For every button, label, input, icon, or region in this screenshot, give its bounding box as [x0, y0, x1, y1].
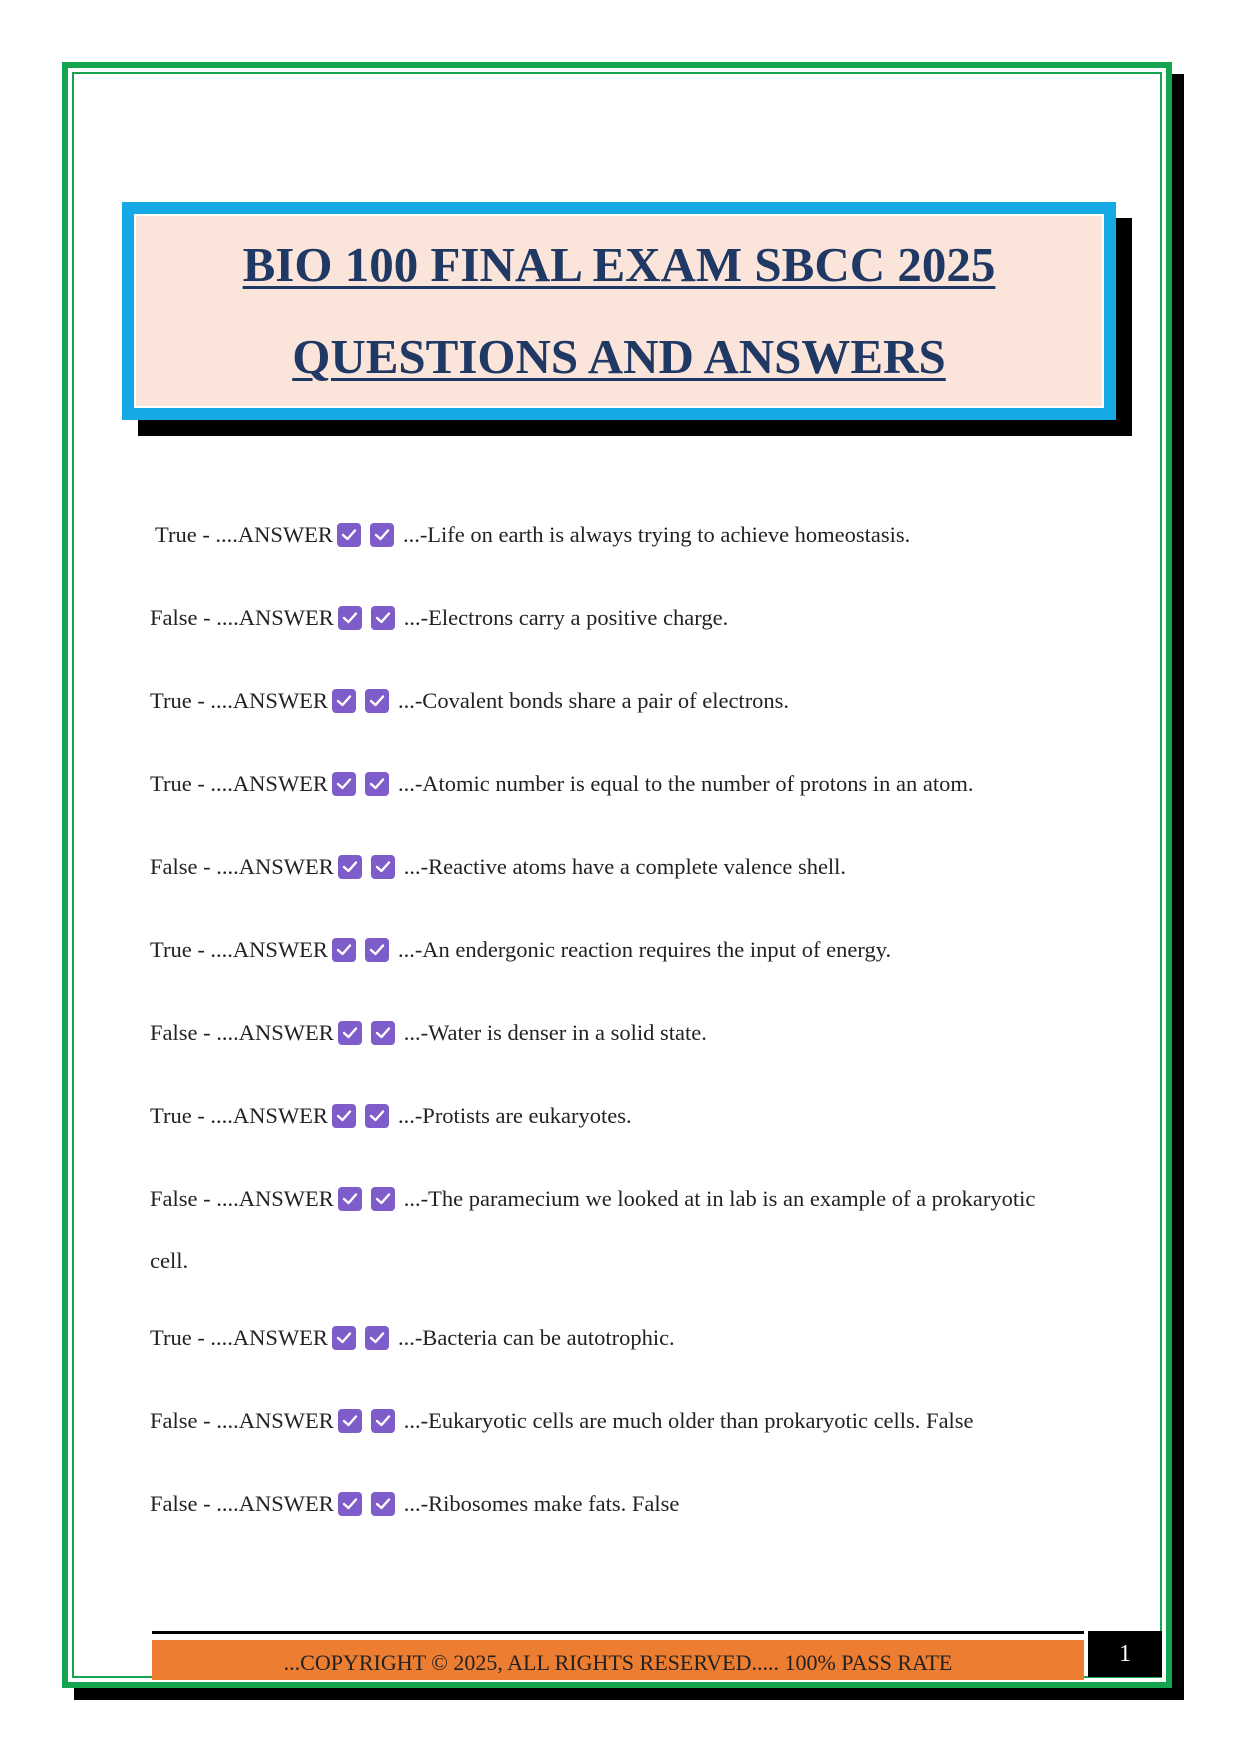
check-icon	[370, 523, 394, 547]
page-title-line-2: QUESTIONS AND ANSWERS	[292, 329, 946, 384]
title-inner	[134, 214, 1104, 408]
qa-item-9	[150, 1186, 1035, 1212]
answer-marker: - ....ANSWER	[196, 522, 333, 547]
qa-item-5	[150, 854, 846, 880]
question-statement: ...-The paramecium we looked at in lab is an example of a prokaryotic	[403, 1186, 1036, 1211]
answer-marker: - ....ANSWER	[191, 771, 328, 796]
check-icon	[332, 1104, 356, 1128]
check-icon	[371, 1021, 395, 1045]
answer-marker: - ....ANSWER	[191, 937, 328, 962]
question-statement: ...-Reactive atoms have a complete valence shell.	[403, 854, 847, 879]
answer-label: False	[150, 1186, 198, 1211]
answer-label: True	[150, 771, 192, 796]
question-statement: ...-Electrons carry a positive charge.	[403, 605, 729, 630]
answer-label: False	[150, 1408, 198, 1433]
qa-item-12	[150, 1491, 679, 1517]
check-icon	[338, 1187, 362, 1211]
question-statement: ...-Protists are eukaryotes.	[397, 1103, 632, 1128]
check-icon	[338, 855, 362, 879]
question-statement: ...-Life on earth is always trying to achieve homeostasis.	[402, 522, 911, 547]
question-statement: ...-Covalent bonds share a pair of electrons.	[397, 688, 790, 713]
question-statement: ...-Ribosomes make fats. False	[403, 1491, 680, 1516]
answer-marker: - ....ANSWER	[197, 1020, 334, 1045]
answer-label: True	[150, 937, 192, 962]
check-icon	[337, 523, 361, 547]
check-icon	[338, 1492, 362, 1516]
check-icon	[371, 1492, 395, 1516]
check-icon	[365, 689, 389, 713]
answer-label: True	[150, 1103, 192, 1128]
check-icon	[371, 606, 395, 630]
qa-item-11	[150, 1408, 974, 1434]
check-icon	[338, 1409, 362, 1433]
answer-marker: - ....ANSWER	[197, 1408, 334, 1433]
check-icon	[371, 1187, 395, 1211]
question-statement: ...-Water is denser in a solid state.	[403, 1020, 707, 1045]
qa-item-4	[150, 771, 973, 797]
answer-marker: - ....ANSWER	[197, 1491, 334, 1516]
answer-marker: - ....ANSWER	[191, 1325, 328, 1350]
check-icon	[338, 1021, 362, 1045]
answer-marker: - ....ANSWER	[191, 688, 328, 713]
answer-label: True	[150, 688, 192, 713]
check-icon	[338, 606, 362, 630]
question-statement-continuation: cell.	[150, 1248, 189, 1273]
check-icon	[332, 772, 356, 796]
check-icon	[332, 1326, 356, 1350]
answer-marker: - ....ANSWER	[197, 854, 334, 879]
qa-item-7	[150, 1020, 707, 1046]
check-icon	[365, 772, 389, 796]
qa-item-2	[150, 605, 728, 631]
footer-divider	[152, 1631, 1084, 1634]
check-icon	[365, 1104, 389, 1128]
check-icon	[332, 938, 356, 962]
answer-label: True	[150, 1325, 192, 1350]
check-icon	[365, 1326, 389, 1350]
question-statement: ...-Bacteria can be autotrophic.	[397, 1325, 675, 1350]
question-statement: ...-Atomic number is equal to the number of protons in an atom.	[397, 771, 974, 796]
qa-item-1	[155, 522, 910, 548]
answer-marker: - ....ANSWER	[197, 605, 334, 630]
answer-label: False	[150, 1491, 198, 1516]
qa-item-10	[150, 1325, 675, 1351]
footer-copyright: ...COPYRIGHT © 2025, ALL RIGHTS RESERVED..... 100% PASS RATE	[152, 1640, 1084, 1680]
answer-label: False	[150, 854, 198, 879]
page-title-line-1: BIO 100 FINAL EXAM SBCC 2025	[242, 237, 996, 292]
check-icon	[371, 855, 395, 879]
check-icon	[365, 938, 389, 962]
title-box	[122, 202, 1116, 420]
qa-item-3	[150, 688, 789, 714]
answer-marker: - ....ANSWER	[197, 1186, 334, 1211]
qa-item-6	[150, 937, 891, 963]
answer-label: True	[155, 522, 197, 547]
question-statement: ...-Eukaryotic cells are much older than prokaryotic cells. False	[403, 1408, 974, 1433]
check-icon	[371, 1409, 395, 1433]
qa-item-8	[150, 1103, 632, 1129]
answer-marker: - ....ANSWER	[191, 1103, 328, 1128]
check-icon	[332, 689, 356, 713]
answer-label: False	[150, 1020, 198, 1045]
page-number: 1	[1088, 1631, 1162, 1677]
question-statement: ...-An endergonic reaction requires the input of energy.	[397, 937, 892, 962]
answer-label: False	[150, 605, 198, 630]
